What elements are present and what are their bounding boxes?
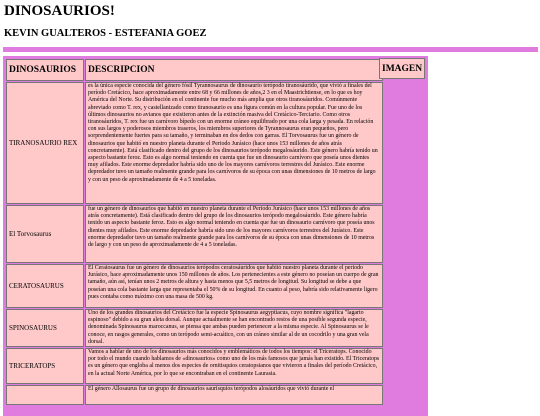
table-row: [6, 348, 383, 384]
page-title: DINOSAURIOS!: [4, 3, 115, 19]
dinosaur-name: TIRANOSAURIO REX: [6, 82, 84, 204]
header-imagen: IMAGEN: [379, 58, 425, 79]
dinosaur-description: fue un género de dinosaurios que habitó en nuestro planeta durante el Periodo Jurásico (hace unos 153 millones de años atrás concretamente). Está clasificado dentro del grupo de los dinosaurios terópodo megalosáurido. Este género habría tenido un aspecto bastante feroz. Esto es algo normal teniendo en cuenta que fue un dinosaurio carnívoro que poseía unos dientes muy afilados. Este enorme depredador habría sido uno de los mayores carnívoros terrestres del Jurásico. Este enorme depredador tuvo un tamaño realmente grande para los carnívoros de su época con unas dimensiones de 10 metros de largo y con un peso de aproximadamente de 4 a 5 toneladas.: [85, 205, 383, 263]
dinosaur-description: es la única especie conocida del género fósil Tyrannosaurus de dinosaurio terópodo tiranosáurido, que vivió a finales del período Cretácico, hace aproximadamente entre 68 y 66 millones de años,2 3 en el Maastrichtiense, en lo que es hoy América del Norte. Su distribución en el continente fue mucho más amplia que otros tiranosáuridos. Comúnmente abreviado como T. rex, y castellanizado como tiranosaurio es una figura común en la cultura popular. Fue uno de los últimos dinosaurios no avianos que existieron antes de la extinción masiva del Cretácico-Terciario. Como otros tiranosáuridos, T. rex fue un carnívoro bípedo con un enorme cráneo equilibrado por una cola larga y pesada. En relación con sus largos y poderosos miembros traseros, los miembros superiores de Tyrannosaurus eran pequeños, pero sorprendentemente fuertes para su tamaño, y terminaban en dos dedos con garras. El Torvosaurus fue un género de dinosaurios que habitó en nuestro planeta durante el Periodo Jurásico (hace unos 153 millones de años atrás concretamente). Está clasificado dentro del grupo de los dinosaurios terópodo megalosáurido. Este género habría tenido un aspecto bastante feroz. Esto es algo normal teniendo en cuenta que fue un dinosaurio carnívoro que poseía unos dientes muy afilados. Este enorme depredador habría sido uno de los mayores carnívoros terrestres del Jurásico. Este enorme depredador tuvo un tamaño realmente grande para los carnívoros de su época con unas dimensiones de 10 metros de largo y con un peso de aproximadamente de 4 a 5 toneladas.: [85, 82, 383, 204]
dinosaur-table: [5, 58, 384, 406]
horizontal-divider: [3, 47, 538, 52]
table-header-row: [6, 59, 383, 81]
dinosaur-description: El género Allosaurus fue un grupo de dinosaurios saurisquios terópodos alosáuridos que vivió durante el: [85, 385, 383, 405]
header-dinosaurios: DINOSAURIOS: [6, 59, 84, 81]
page-authors: KEVIN GUALTEROS - ESTEFANIA GOEZ: [4, 28, 207, 39]
table-row: [6, 385, 383, 405]
table-row: [6, 309, 383, 347]
dinosaur-name: TRICERATOPS: [6, 348, 84, 384]
dinosaur-description: Uno de los grandes dinosaurios del Cretácico fue la especie Spinosaurus aegyptiacus, cuyo nombre significa "lagarto espinoso" debido a su gran aleta dorsal. Aunque actualmente se han encontrado restos de una posible segunda especie, denominada Spinosaurus maroccanus, se piensa que ambas pueden pertenecer a la misma especie. Al Spinosaurus se le conoce, en rasgos generales, como un terópodo semi-acuático, con un cráneo similar al de un cocodrilo y una gran vela dorsal.: [85, 309, 383, 347]
table-row: [6, 205, 383, 263]
table-row: [6, 82, 383, 204]
dinosaur-name: El Torvosaurus: [6, 205, 84, 263]
header-descripcion: DESCRIPCION: [85, 59, 383, 81]
dinosaur-name: [6, 385, 84, 405]
dinosaur-name: SPINOSAURUS: [6, 309, 84, 347]
dinosaur-description: Vamos a hablar de uno de los dinosaurios más conocidos y emblemáticos de todos los tiempos: el Triceratops. Conocido por todo el mundo cuando hablamos de «dinosaurios» como uno de los más famosos que jamás han existido. El Triceratops es un género que engloba al menos dos especies de ornitisquios ceratopsianos que vivieron a finales del período Cretácico, en la actual Norte América, por lo que se encontraban en el continente Laurasia.: [85, 348, 383, 384]
dinosaur-table-container: [3, 56, 428, 416]
dinosaur-description: El Ceratosaurus fue un género de dinosaurios terópodos ceratosáuridos que habitó nuestro planeta durante el periodo Jurásico, hace aproximadamente unos 150 millones de años. Los pertenecientes a este género no poseían un cuerpo de gran tamaño, aún así, tenían unos 2 metros de altura y hasta menos que 5,5 metros de longitud. Su longitud se debe a que poseían una cola bastante larga que representaba el 50% de su longitud. En cuanto al peso, habría sido relativamente ligero pues contaba como máximo con una masa de 500 kg.: [85, 264, 383, 308]
dinosaur-name: CERATOSAURUS: [6, 264, 84, 308]
table-row: [6, 264, 383, 308]
